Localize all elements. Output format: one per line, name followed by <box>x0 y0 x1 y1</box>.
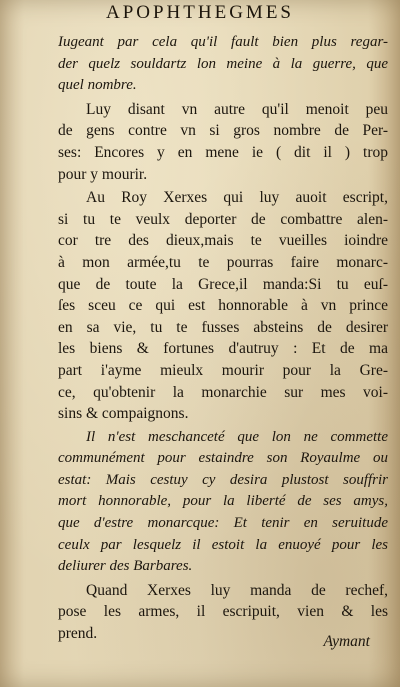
page-body <box>58 32 388 645</box>
text-line: pose les armes, il escripuit, vien & les <box>58 603 388 621</box>
text-line: sins & compaignons. <box>58 405 189 423</box>
paragraph-2 <box>58 99 388 185</box>
text-line: der quelz souldartz lon meine à la guerre, que <box>58 55 388 72</box>
text-line: Luy disant vn autre qu'il menoit peu <box>86 100 388 118</box>
text-line: à mon armée,tu te pourras faire monarc- <box>58 253 388 271</box>
text-line: prend. <box>58 625 98 643</box>
text-line: Quand Xerxes luy manda de rechef, <box>86 581 388 599</box>
text-line: de gens contre vn si gros nombre de Per- <box>58 122 388 140</box>
text-line: mort honnorable, pour la liberté de ses amys, <box>58 493 388 510</box>
text-line: ſes sceu ce qui est honnorable à vn prince <box>58 297 388 315</box>
text-line: quel nombre. <box>58 77 137 94</box>
text-line: communément pour estaindre son Royaulme ou <box>58 450 388 467</box>
text-line: cor tre des dieux,mais te vueilles ioindre <box>58 232 388 250</box>
text-line: Il n'est meschanceté que lon ne commette <box>86 428 388 445</box>
text-line: estat: Mais cestuy cy desira plustost souffrir <box>58 471 388 488</box>
catchword: Aymant <box>323 633 370 650</box>
text-line: pour y mourir. <box>58 165 148 183</box>
running-title: APOPHTHEGMES <box>105 2 295 23</box>
text-line: ce, qu'obtenir la monarchie sur mes voi- <box>58 383 388 401</box>
paragraph-1 <box>58 32 388 97</box>
text-line: si tu te veulx deporter de combattre alen- <box>58 210 388 228</box>
text-line: Iugeant par cela qu'il fault bien plus regar- <box>58 34 388 50</box>
text-line: ses: Encores y en mene ie ( dit il ) trop <box>58 143 388 161</box>
text-line: deliurer des Barbares. <box>58 558 193 575</box>
paragraph-4 <box>58 427 388 578</box>
text-line: que de toute la Grece,il manda:Si tu euſ- <box>58 275 388 293</box>
paragraph-3 <box>58 187 388 425</box>
text-line: Au Roy Xerxes qui luy auoit escript, <box>86 189 388 207</box>
text-line: en sa vie, tu te fusses absteins de desirer <box>58 318 388 336</box>
text-line: ceulx par lesquelz il estoit la enuoyé pour les <box>58 536 388 553</box>
text-line: les biens & fortunes d'autruy : Et de ma <box>58 340 388 358</box>
text-line: que d'estre monarcque: Et tenir en seruitude <box>58 515 388 532</box>
text-line: part i'ayme mieulx mourir pour la Gre- <box>58 361 388 379</box>
